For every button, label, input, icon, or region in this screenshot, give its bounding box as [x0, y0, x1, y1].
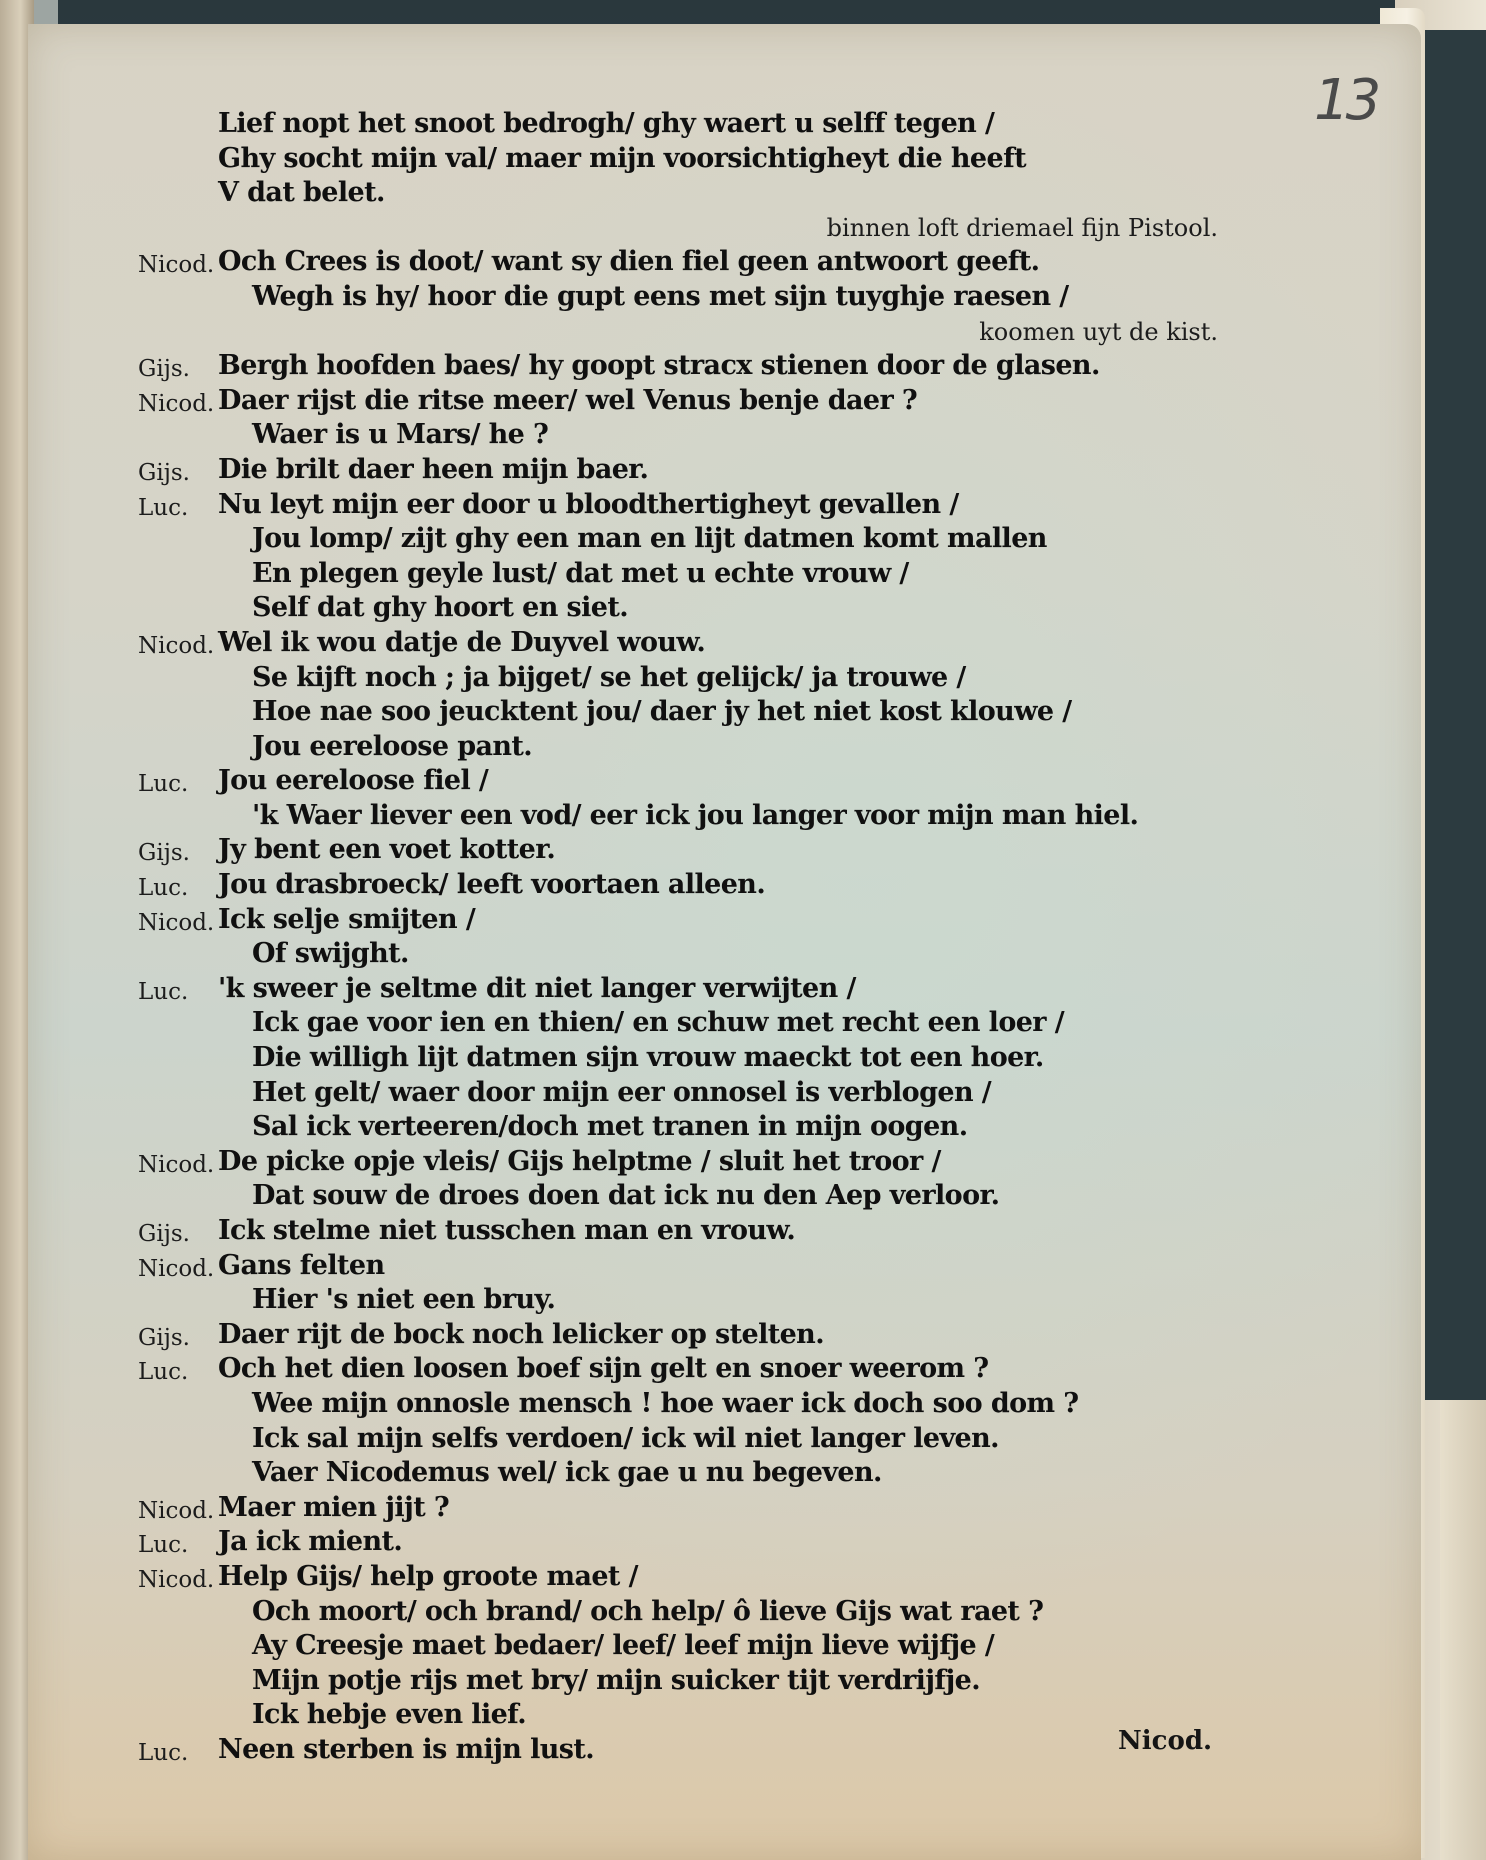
verse-text: Lief nopt het snoot bedrogh/ ghy waert u selff tegen / — [218, 108, 995, 139]
text-line — [138, 177, 1218, 212]
verse-text: Maer mien jijt ? — [218, 1491, 450, 1523]
verse-text: Och moort/ och brand/ och help/ ô lieve Gijs wat raet ? — [252, 1595, 1044, 1627]
verse-text: Het gelt/ waer door mijn eer onnosel is verblogen / — [252, 1076, 992, 1108]
verse-text: Bergh hoofden baes/ hy goopt stracx stienen door de glasen. — [218, 350, 1100, 382]
text-line — [138, 1457, 1218, 1492]
speaker-label: Luc. — [138, 875, 189, 902]
text-line — [138, 1077, 1218, 1112]
verse-text: Of swijght. — [252, 938, 409, 970]
text-line — [138, 1353, 1218, 1388]
speaker-label: Gijs. — [138, 840, 190, 867]
text-line — [138, 1042, 1218, 1077]
text-line — [138, 558, 1218, 593]
verse-text: 'k sweer je seltme dit niet langer verwijten / — [218, 972, 856, 1004]
text-line — [138, 800, 1218, 835]
text-line — [138, 869, 1218, 904]
stage-direction: koomen uyt de kist. — [979, 317, 1218, 346]
text-line — [138, 592, 1218, 627]
text-line — [138, 627, 1218, 662]
verse-text: Ick hebje even lief. — [252, 1699, 527, 1731]
text-line — [138, 1388, 1218, 1423]
catchword: Nicod. — [1118, 1726, 1213, 1756]
verse-text: Nu leyt mijn eer door u bloodthertigheyt gevallen / — [218, 488, 959, 520]
text-line — [138, 1111, 1218, 1146]
verse-text: Wel ik wou datje de Duyvel wouw. — [218, 626, 706, 658]
text-line — [138, 938, 1218, 973]
verse-text: V dat belet. — [218, 177, 385, 209]
verse-text: Gans felten — [218, 1249, 385, 1281]
printed-page — [28, 24, 1421, 1860]
speaker-label: Luc. — [138, 771, 189, 798]
verse-text: 'k Waer liever een vod/ eer ick jou langer voor mijn man hiel. — [252, 799, 1139, 831]
verse-text: Och het dien loosen boef sijn gelt en snoer weerom ? — [218, 1353, 989, 1385]
text-line — [138, 419, 1218, 454]
speaker-label: Gijs. — [138, 1221, 190, 1247]
text-line — [138, 1007, 1218, 1042]
verse-text: Self dat ghy hoort en siet. — [252, 592, 629, 624]
speaker-label: Nicod. — [138, 909, 215, 936]
verse-text: En plegen geyle lust/ dat met u echte vrouw / — [252, 557, 909, 589]
text-line — [138, 1423, 1218, 1458]
verse-text: Ick gae voor ien en thien/ en schuw met recht een loer / — [252, 1007, 1064, 1039]
text-line — [138, 1734, 1218, 1769]
text-line — [138, 904, 1218, 939]
verse-text: Die willigh lijt datmen sijn vrouw maeckt tot een hoer. — [252, 1042, 1044, 1074]
text-line — [138, 350, 1218, 385]
speaker-label: Luc. — [138, 1532, 189, 1559]
verse-text: Wegh is hy/ hoor die gupt eens met sijn tuyghje raesen / — [252, 280, 1069, 312]
speaker-label: Nicod. — [138, 1566, 215, 1593]
text-line — [138, 1492, 1218, 1527]
text-block — [138, 108, 1218, 1769]
text-line — [138, 1215, 1218, 1250]
speaker-label: Gijs. — [138, 1324, 190, 1351]
verse-text: Mijn potje rijs met bry/ mijn suicker tijt verdrijfje. — [252, 1664, 980, 1696]
text-line — [138, 834, 1218, 869]
text-line — [138, 1630, 1218, 1665]
verse-text: Die brilt daer heen mijn baer. — [218, 453, 649, 485]
speaker-label: Gijs. — [138, 356, 190, 383]
verse-text: Dat souw de droes doen dat ick nu den Aep verloor. — [252, 1180, 1000, 1212]
verse-text: Jou lomp/ zijt ghy een man en lijt datmen komt mallen — [252, 523, 1047, 555]
text-line — [138, 1319, 1218, 1354]
text-line — [138, 1561, 1218, 1596]
speaker-label: Nicod. — [138, 632, 215, 659]
verse-text: Jy bent een voet kotter. — [218, 834, 556, 866]
speaker-label: Nicod. — [138, 1497, 215, 1524]
text-line — [138, 1284, 1218, 1319]
verse-text: Ick stelme niet tusschen man en vrouw. — [218, 1215, 796, 1246]
speaker-label: Luc. — [138, 1359, 189, 1386]
speaker-label: Nicod. — [138, 1255, 215, 1282]
text-line — [138, 212, 1218, 247]
text-line — [138, 454, 1218, 489]
text-line — [138, 1596, 1218, 1631]
text-line — [138, 316, 1218, 351]
text-line — [138, 1699, 1218, 1734]
verse-text: Ay Creesje maet bedaer/ leef/ leef mijn lieve wijfje / — [252, 1630, 995, 1662]
text-line — [138, 108, 1218, 143]
text-line — [138, 1665, 1218, 1700]
verse-text: Sal ick verteeren/doch met tranen in mijn oogen. — [252, 1111, 968, 1143]
verse-text: Jou eereloose pant. — [252, 730, 533, 762]
speaker-label: Nicod. — [138, 390, 215, 417]
verse-text: Hoe nae soo jeucktent jou/ daer jy het niet kost klouwe / — [252, 696, 1072, 728]
speaker-label: Nicod. — [138, 1151, 215, 1178]
text-line — [138, 1526, 1218, 1561]
verse-text: Ick selje smijten / — [218, 903, 476, 935]
speaker-label: Gijs. — [138, 459, 190, 486]
verse-text: Help Gijs/ help groote maet / — [218, 1560, 638, 1592]
speaker-label: Nicod. — [138, 252, 215, 279]
text-line — [138, 1180, 1218, 1215]
verse-text: Och Crees is doot/ want sy dien fiel geen antwoort geeft. — [218, 246, 1040, 278]
text-line — [138, 696, 1218, 731]
verse-text: Jou drasbroeck/ leeft voortaen alleen. — [218, 869, 766, 901]
verse-text: Daer rijst die ritse meer/ wel Venus benje daer ? — [218, 384, 918, 416]
text-line — [138, 765, 1218, 800]
text-line — [138, 731, 1218, 766]
right-dark-cloth — [1425, 30, 1486, 1400]
text-line — [138, 489, 1218, 524]
right-light-paper — [1440, 1400, 1486, 1860]
speaker-label: Luc. — [138, 494, 189, 521]
verse-text: Vaer Nicodemus wel/ ick gae u nu begeven. — [252, 1457, 882, 1489]
speaker-label: Luc. — [138, 1739, 189, 1766]
verse-text: Waer is u Mars/ he ? — [252, 419, 549, 451]
text-line — [138, 1250, 1218, 1285]
page-number: 13 — [1314, 68, 1378, 133]
speaker-label: Luc. — [138, 978, 189, 1005]
text-line — [138, 246, 1218, 281]
text-line — [138, 385, 1218, 420]
verse-text: Ick sal mijn selfs verdoen/ ick wil niet langer leven. — [252, 1422, 999, 1454]
verse-text: Ghy socht mijn val/ maer mijn voorsichtigheyt die heeft — [218, 142, 1026, 174]
text-line — [138, 1146, 1218, 1181]
verse-text: Daer rijt de bock noch lelicker op stelten. — [218, 1318, 825, 1350]
verse-text: De picke opje vleis/ Gijs helptme / sluit het troor / — [218, 1145, 941, 1177]
stage-direction: binnen loft driemael fijn Pistool. — [826, 213, 1218, 242]
verse-text: Hier 's niet een bruy. — [252, 1284, 556, 1316]
text-line — [138, 973, 1218, 1008]
text-line — [138, 281, 1218, 316]
text-line — [138, 662, 1218, 697]
verse-text: Ja ick mient. — [218, 1526, 403, 1558]
text-line — [138, 523, 1218, 558]
text-line — [138, 143, 1218, 178]
verse-text: Se kijft noch ; ja bijget/ se het gelijck/ ja trouwe / — [252, 661, 966, 693]
verse-text: Neen sterben is mijn lust. — [218, 1733, 595, 1765]
verse-text: Wee mijn onnosle mensch ! hoe waer ick doch soo dom ? — [252, 1387, 1079, 1419]
verse-text: Jou eereloose fiel / — [218, 765, 489, 797]
